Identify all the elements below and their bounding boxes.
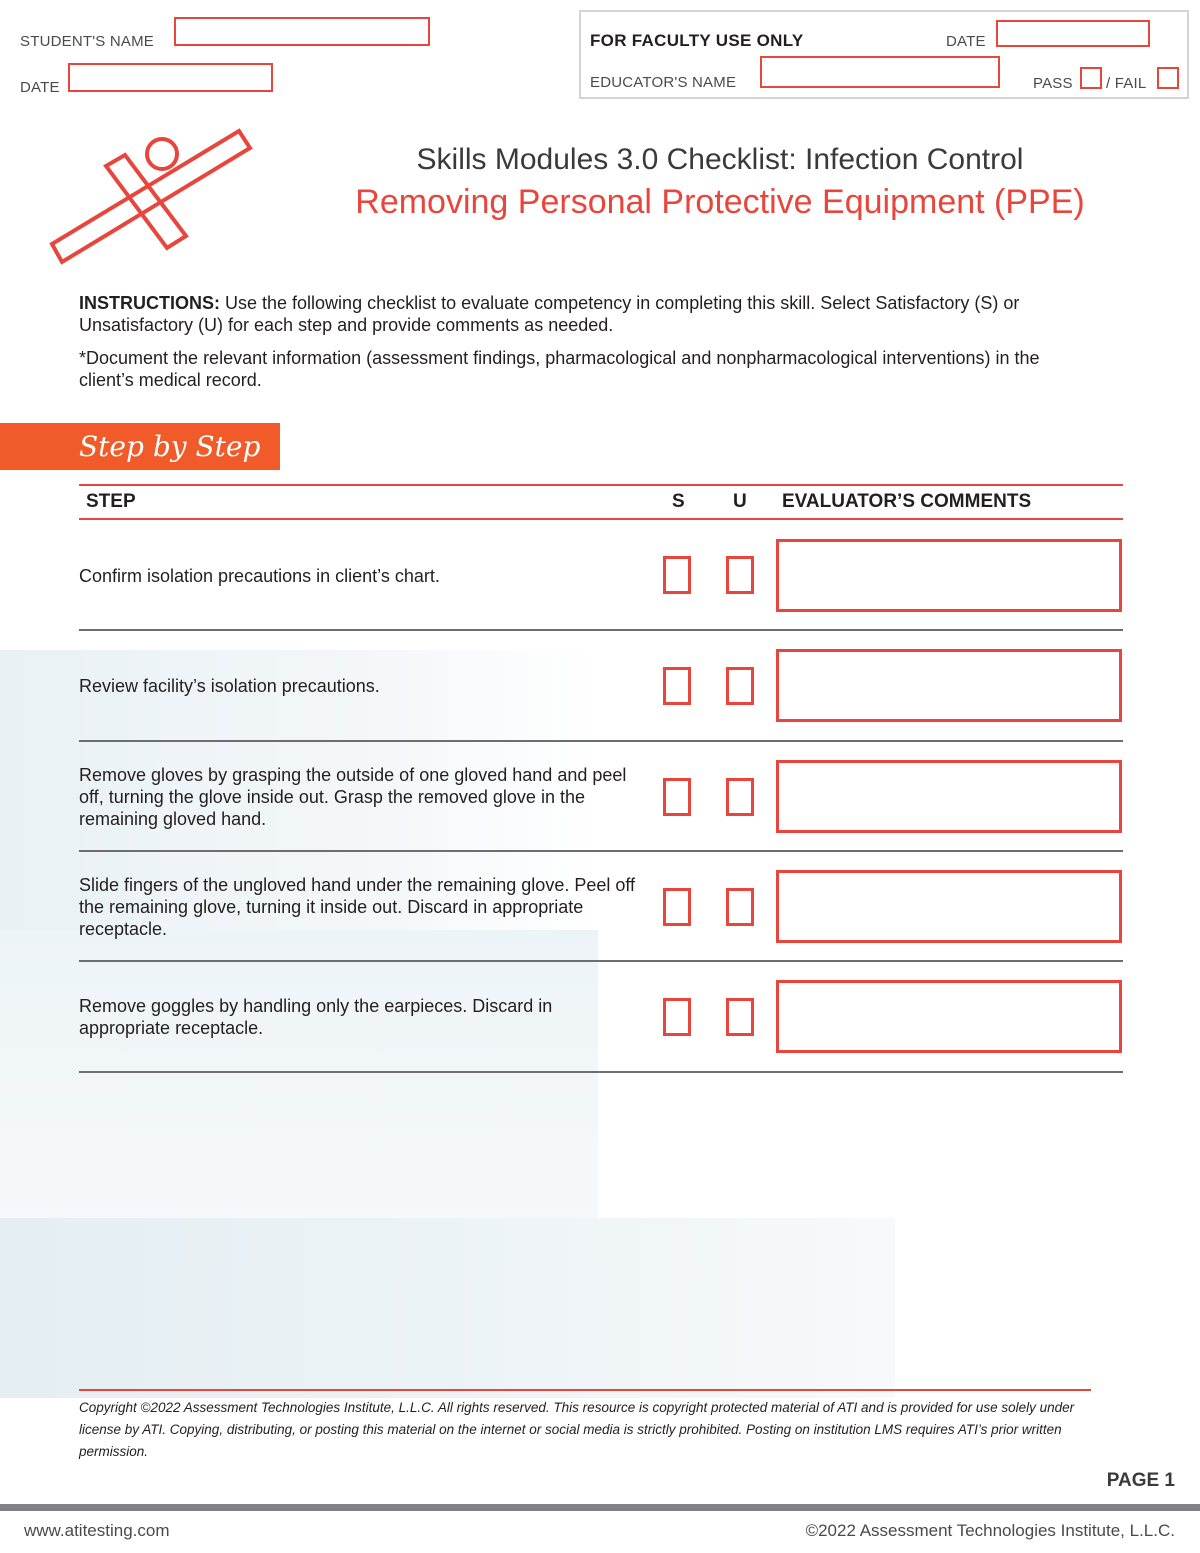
educator-name-field[interactable] [760,56,1000,88]
educator-name-label: EDUCATOR'S NAME [590,74,737,91]
instructions-text: Use the following checklist to evaluate competency in completing this skill. Select Satisfactory (S) or Unsatisfactory (U) for each step and provide comments as needed. [79,293,1020,335]
pass-checkbox[interactable] [1080,67,1102,89]
fail-label: / FAIL [1106,75,1147,92]
header-comments: EVALUATOR’S COMMENTS [782,491,1032,512]
background-shape [0,930,598,1230]
step-1-unsatisfactory-checkbox[interactable] [726,556,754,594]
background-shape [0,1218,895,1398]
pass-label: PASS [1033,75,1073,92]
skills-figure-logo-icon [48,126,256,268]
step-4-text: Slide fingers of the ungloved hand under the remaining glove. Peel off the remaining glove, turning it inside out. Discard in appropriate receptacle. [79,875,636,939]
step-3-text: Remove gloves by grasping the outside of one gloved hand and peel off, turning the glove inside out. Grasp the removed glove in the remaining gloved hand. [79,765,627,829]
step-5-satisfactory-checkbox[interactable] [663,998,691,1036]
header-s: S [672,491,685,512]
copyright-notice: Copyright ©2022 Assessment Technologies Institute, L.L.C. All rights reserved. This resource is copyright protected material of ATI and is provided for use solely under license by ATI. Copying, distributing, or posting this material on the internet or social media is strictly prohibited. Posting on institution LMS requires ATI’s prior written permission. [79,1400,1075,1459]
step-3-satisfactory-checkbox[interactable] [663,778,691,816]
step-4-unsatisfactory-checkbox[interactable] [726,888,754,926]
step-5-text: Remove goggles by handling only the earpieces. Discard in appropriate receptacle. [79,996,553,1038]
step-2-comments-field[interactable] [776,649,1122,722]
table-header-top-rule [79,484,1123,486]
faculty-date-field[interactable] [996,20,1150,47]
website-link[interactable]: www.atitesting.com [24,1521,170,1540]
section-title: Step by Step [79,430,261,463]
row-divider [79,629,1123,631]
step-4-satisfactory-checkbox[interactable] [663,888,691,926]
footer-copyright: ©2022 Assessment Technologies Institute, L.L.C. [805,1521,1175,1540]
header-step: STEP [86,491,136,512]
step-2-unsatisfactory-checkbox[interactable] [726,667,754,705]
row-divider [79,1071,1123,1073]
fail-checkbox[interactable] [1157,67,1179,89]
step-by-step-banner [0,423,280,470]
checklist-title: Skills Modules 3.0 Checklist: Infection Control [416,143,1024,176]
step-1-comments-field[interactable] [776,539,1122,612]
step-5-comments-field[interactable] [776,980,1122,1053]
student-date-field[interactable] [68,63,273,92]
page-number: PAGE 1 [1106,1470,1175,1491]
step-1-text: Confirm isolation precautions in client’s chart. [79,566,440,586]
instructions-block [79,292,1059,402]
row-divider [79,960,1123,962]
student-date-label: DATE [20,79,60,96]
step-3-unsatisfactory-checkbox[interactable] [726,778,754,816]
header-u: U [733,491,747,512]
step-3-comments-field[interactable] [776,760,1122,833]
faculty-title: FOR FACULTY USE ONLY [590,31,804,50]
copyright-rule [79,1389,1091,1391]
step-2-satisfactory-checkbox[interactable] [663,667,691,705]
step-4-comments-field[interactable] [776,870,1122,943]
documentation-note: *Document the relevant information (assessment findings, pharmacological and nonpharmacological interventions) in the client’s medical record. [79,348,1040,390]
instructions-lead: INSTRUCTIONS: [79,293,220,313]
row-divider [79,850,1123,852]
step-5-unsatisfactory-checkbox[interactable] [726,998,754,1036]
row-divider [79,740,1123,742]
skill-title: Removing Personal Protective Equipment (PPE) [355,183,1085,221]
footer-bar [0,1504,1200,1511]
step-2-text: Review facility’s isolation precautions. [79,676,380,696]
faculty-date-label: DATE [946,33,986,50]
student-name-label: STUDENT'S NAME [20,33,155,50]
step-1-satisfactory-checkbox[interactable] [663,556,691,594]
student-name-field[interactable] [174,17,430,46]
table-header-bottom-rule [79,518,1123,520]
